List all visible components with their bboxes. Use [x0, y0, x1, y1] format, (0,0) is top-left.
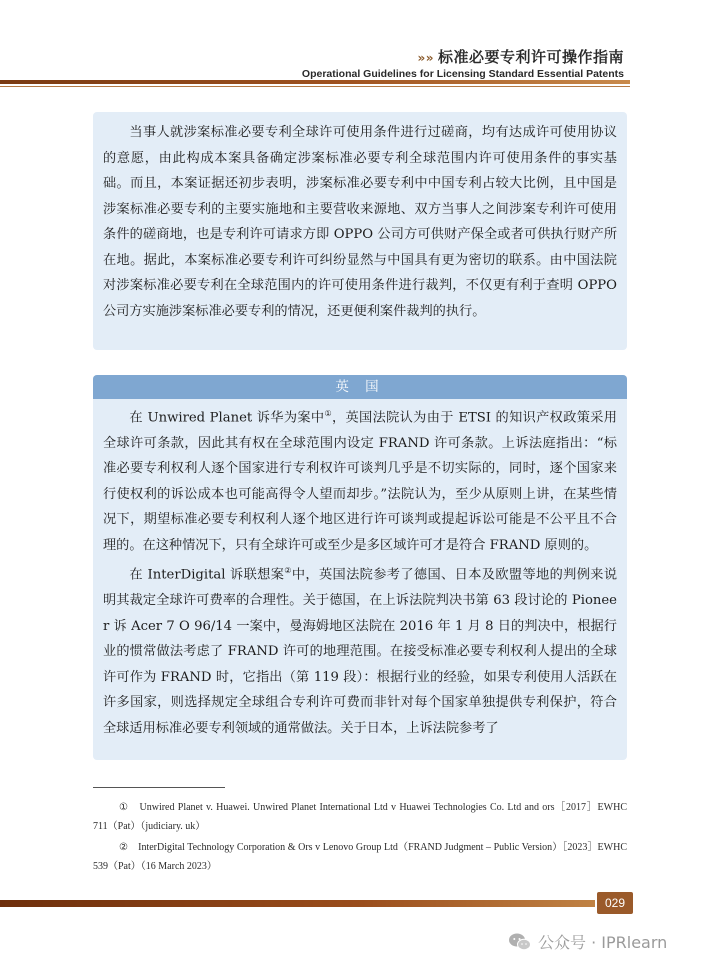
box1-paragraph: 当事人就涉案标准必要专利全球许可使用条件进行过磋商，均有达成许可使用协议的意愿，由此构成本案具备确定涉案标准必要专利全球范围内许可使用条件的事实基础。而且，本案证据还初步表明，涉案标准必要专利中中国专利占较大比例，且中国是涉案标准必要专利的主要实施地和主要营收来源地、双方当事人之间涉案专利许可使用条件的磋商地，也是专利许可请求方即 OPPO 公司方可供财产保全或者可供执行财产所在地。据此，本案标准必要专利许可纠纷显然与中国具有更为密切的联系。由中国法院对涉案标准必要专利在全球范围内的许可使用条件进行裁判，不仅更有利于查明 OPPO 公司方实施涉案标准必要专利的情况，还更便利案件裁判的执行。	[103, 125, 617, 319]
header-title-text: 标准必要专利许可操作指南	[437, 48, 624, 66]
footnote-2: ② InterDigital Technology Corporation & Ors v Lenovo Group Ltd（FRAND Judgment – Public Version）［2023］EWHC 539（Pat）（16 March 2023）	[93, 842, 627, 872]
quote-box-text	[93, 112, 627, 324]
section-box-uk	[93, 375, 627, 760]
footnotes	[93, 798, 627, 878]
header-subtitle: Operational Guidelines for Licensing Standard Essential Patents	[301, 68, 624, 80]
wechat-icon	[508, 932, 532, 952]
footnote-divider	[93, 787, 225, 788]
para1-lead: 在 Unwired Planet 诉华为案中	[129, 410, 325, 426]
footer-rule	[0, 900, 595, 907]
section-heading: 英 国	[93, 375, 627, 399]
watermark	[508, 930, 667, 953]
para2-body: 中，英国法院参考了德国、日本及欧盟等地的判例来说明其裁定全球许可费率的合理性。关于德国，在上诉法院判决书第 63 段讨论的 Pioneer 诉 Acer 7 O 96/14 一案中，曼海姆地区法院在 2016 年 1 月 8 日的判决中，根据行业的惯常做法考虑了 FRAND 许可的地理范围。在接受标准必要专利权利人提出的全球许可作为 FRAND 时，它指出（第 119 段）：根据行业的经验，如果专利使用人活跃在许多国家，则选择规定全球组合专利许可费而非针对每个国家单独提供专利保护，符合全球适用标准必要专利领域的通常做法。关于日本，上诉法院参考了	[103, 567, 618, 736]
footnote-1: ① Unwired Planet v. Huawei. Unwired Planet International Ltd v Huawei Technologies Co. Ltd and ors［2017］EWHC 711（Pat）（judiciary. uk）	[93, 802, 627, 832]
quote-box-china	[93, 112, 627, 350]
header-title	[417, 46, 624, 67]
chevron-icon: »»	[417, 51, 434, 65]
section-text	[93, 399, 627, 741]
page-number: 029	[597, 892, 633, 914]
paragraph-unwired-planet	[103, 401, 617, 558]
para2-lead: 在 InterDigital 诉联想案	[129, 567, 285, 583]
watermark-text: 公众号 · IPRlearn	[538, 933, 668, 952]
paragraph-interdigital	[103, 558, 617, 741]
header-rule	[0, 80, 630, 84]
footnote-ref-1[interactable]: ①	[324, 409, 332, 418]
para1-body: ，英国法院认为由于 ETSI 的知识产权政策采用全球许可条款，因此其有权在全球范围内设定 FRAND 许可条款。上诉法庭指出：“标准必要专利权利人逐个国家进行专利权许可谈判几乎是不切实际的，同时，逐个国家来行使权利的诉讼成本也可能高得令人望而却步。”法院认为，至少从原则上讲，在某些情况下，期望标准必要专利权利人逐个地区进行许可谈判或提起诉讼可能是不公平且不合理的。在这种情况下，只有全球许可或至少是多区域许可才是符合 FRAND 原则的。	[103, 410, 617, 553]
footnote-ref-2[interactable]: ②	[284, 566, 292, 576]
header-rule-thin	[0, 86, 630, 87]
